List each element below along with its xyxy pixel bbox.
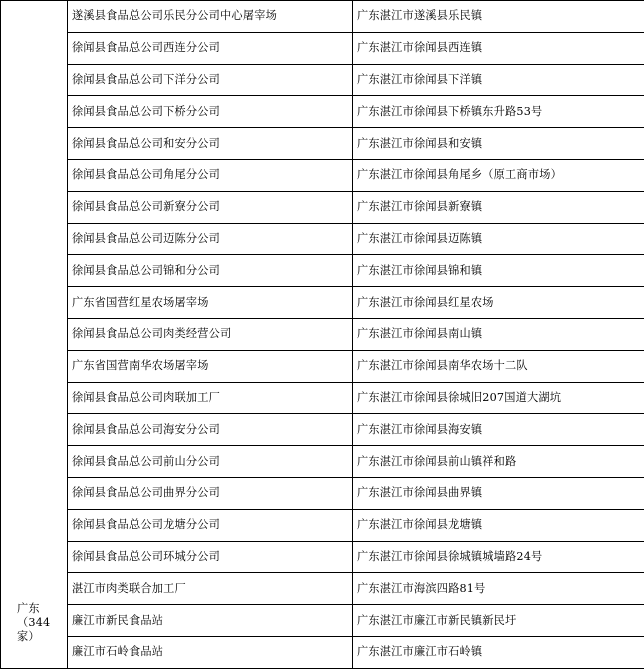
company-address: 广东湛江市徐闻县新寮镇: [353, 191, 644, 223]
company-name: 徐闻县食品总公司肉类经营公司: [68, 318, 353, 350]
company-address: 广东湛江市徐闻县徐城旧207国道大湖坑: [353, 382, 644, 414]
table-row: [1, 382, 644, 414]
table-row: [1, 223, 644, 255]
company-address: 广东湛江市徐闻县锦和镇: [353, 255, 644, 287]
table-row: [1, 191, 644, 223]
company-address: 广东湛江市徐闻县徐城镇城墙路24号: [353, 541, 644, 573]
company-address: 广东湛江市徐闻县和安镇: [353, 128, 644, 160]
company-name: 徐闻县食品总公司环城分公司: [68, 541, 353, 573]
table-row: [1, 350, 644, 382]
company-address: 广东湛江市徐闻县前山镇祥和路: [353, 446, 644, 478]
company-name: 徐闻县食品总公司海安分公司: [68, 414, 353, 446]
company-address: 广东湛江市徐闻县南华农场十二队: [353, 350, 644, 382]
company-name: 徐闻县食品总公司曲界分公司: [68, 477, 353, 509]
company-address: 广东湛江市徐闻县海安镇: [353, 414, 644, 446]
region-cell: [1, 1, 68, 669]
table-row: [1, 128, 644, 160]
company-address: 广东湛江市徐闻县红星农场: [353, 287, 644, 319]
company-address: 广东湛江市徐闻县角尾乡（原工商市场）: [353, 159, 644, 191]
company-name: 徐闻县食品总公司西连分公司: [68, 32, 353, 64]
table-body: [1, 1, 644, 669]
company-address: 广东湛江市徐闻县下桥镇东升路53号: [353, 96, 644, 128]
table-row: [1, 255, 644, 287]
company-name: 廉江市石岭食品站: [68, 636, 353, 668]
company-name: 徐闻县食品总公司龙塘分公司: [68, 509, 353, 541]
company-name: 徐闻县食品总公司新寮分公司: [68, 191, 353, 223]
table-row: [1, 32, 644, 64]
table-row: [1, 414, 644, 446]
table-row: [1, 605, 644, 637]
company-address: 广东湛江市徐闻县西连镇: [353, 32, 644, 64]
company-name: 徐闻县食品总公司下洋分公司: [68, 64, 353, 96]
table-row: [1, 64, 644, 96]
company-name: 广东省国营南华农场屠宰场: [68, 350, 353, 382]
company-address: 广东湛江市徐闻县曲界镇: [353, 477, 644, 509]
region-label: 广东（344家）: [17, 601, 51, 643]
table-row: [1, 446, 644, 478]
company-name: 廉江市新民食品站: [68, 605, 353, 637]
company-name: 广东省国营红星农场屠宰场: [68, 287, 353, 319]
company-address: 广东湛江市海滨四路81号: [353, 573, 644, 605]
company-name: 徐闻县食品总公司角尾分公司: [68, 159, 353, 191]
company-name: 徐闻县食品总公司迈陈分公司: [68, 223, 353, 255]
company-address: 广东湛江市徐闻县龙塘镇: [353, 509, 644, 541]
company-address: 广东湛江市徐闻县迈陈镇: [353, 223, 644, 255]
company-address: 广东湛江市徐闻县下洋镇: [353, 64, 644, 96]
company-name: 徐闻县食品总公司前山分公司: [68, 446, 353, 478]
table-row: [1, 541, 644, 573]
company-address: 广东湛江市徐闻县南山镇: [353, 318, 644, 350]
company-address: 广东湛江市遂溪县乐民镇: [353, 1, 644, 33]
company-name: 遂溪县食品总公司乐民分公司中心屠宰场: [68, 1, 353, 33]
company-name: 徐闻县食品总公司和安分公司: [68, 128, 353, 160]
table-row: [1, 1, 644, 33]
table-row: [1, 159, 644, 191]
company-name: 徐闻县食品总公司下桥分公司: [68, 96, 353, 128]
table-row: [1, 636, 644, 668]
table-row: [1, 573, 644, 605]
table-row: [1, 96, 644, 128]
company-name: 徐闻县食品总公司肉联加工厂: [68, 382, 353, 414]
company-name: 湛江市肉类联合加工厂: [68, 573, 353, 605]
company-name: 徐闻县食品总公司锦和分公司: [68, 255, 353, 287]
table-row: [1, 287, 644, 319]
table-row: [1, 509, 644, 541]
table-row: [1, 318, 644, 350]
company-address: 广东湛江市廉江市石岭镇: [353, 636, 644, 668]
table-row: [1, 477, 644, 509]
company-address: 广东湛江市廉江市新民镇新民圩: [353, 605, 644, 637]
